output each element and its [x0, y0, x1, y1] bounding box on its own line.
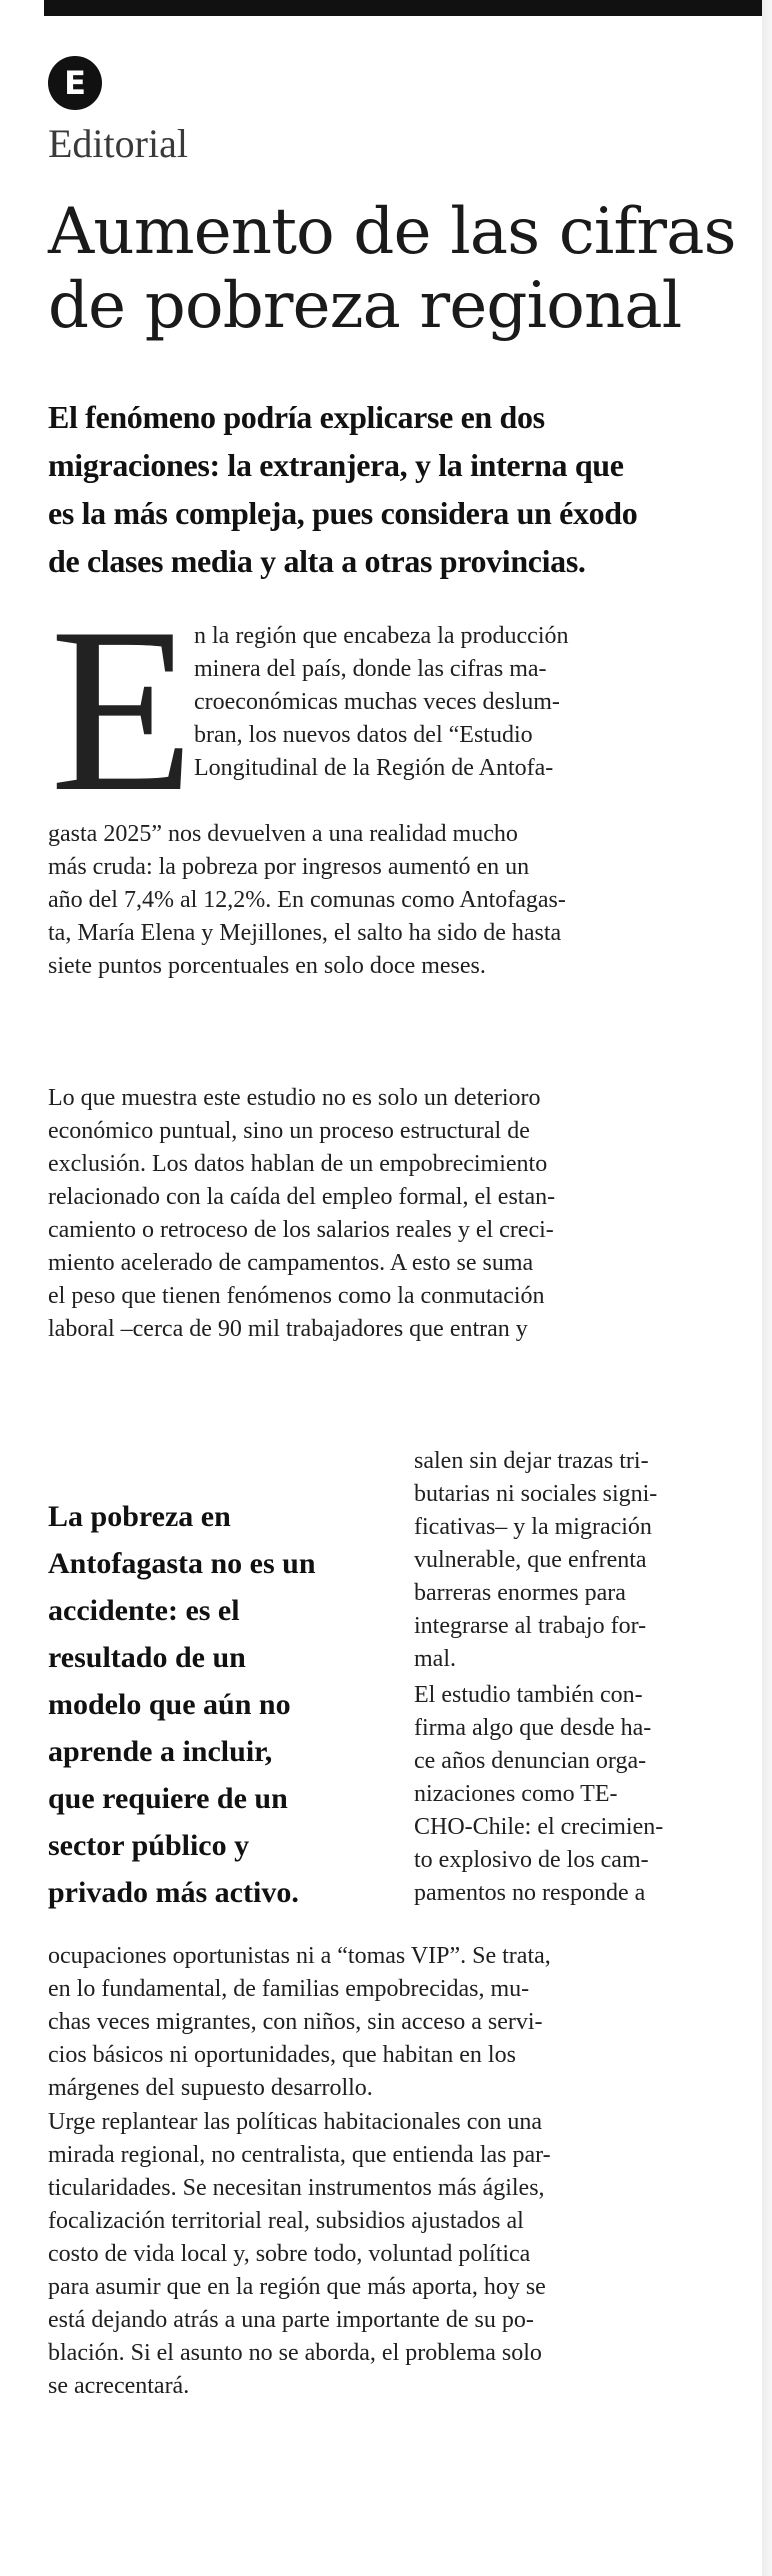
pull-quote-line: modelo que aún no — [48, 1688, 291, 1721]
body-line: integrarse al trabajo for- — [414, 1613, 647, 1639]
headline-line: de pobreza regional — [48, 269, 682, 343]
body-line: en lo fundamental, de familias empobrecidas, mu- — [48, 1976, 530, 2002]
page-edge — [762, 0, 772, 2576]
article-column-migration — [414, 1445, 744, 1676]
body-line: firma algo que desde ha- — [414, 1715, 652, 1741]
body-line: año del 7,4% al 12,2%. En comunas como Antofagas- — [48, 887, 566, 913]
body-line: mal. — [414, 1646, 456, 1672]
body-line: el peso que tienen fenómenos como la conmutación — [48, 1283, 545, 1309]
body-line: está dejando atrás a una parte importante de su po- — [48, 2307, 534, 2333]
top-rule — [44, 0, 772, 16]
article-paragraph-opening-continued — [48, 818, 744, 983]
body-line: gasta 2025” nos devuelven a una realidad mucho — [48, 821, 518, 847]
editorial-logo: E — [48, 56, 102, 110]
deck-line: migraciones: la extranjera, y la interna que — [48, 447, 624, 483]
body-line: n la región que encabeza la producción — [194, 623, 569, 649]
article-paragraph-study — [48, 1082, 744, 1346]
section-label: Editorial — [48, 121, 188, 166]
pull-quote-line: privado más activo. — [48, 1876, 299, 1909]
body-line: siete puntos porcentuales en solo doce meses. — [48, 953, 486, 979]
body-line: minera del país, donde las cifras ma- — [194, 656, 547, 682]
pull-quote-line: que requiere de un — [48, 1782, 288, 1815]
body-line: salen sin dejar trazas tri- — [414, 1448, 649, 1474]
body-line: cios básicos ni oportunidades, que habitan en los — [48, 2042, 516, 2068]
headline-line: Aumento de las cifras — [48, 195, 736, 269]
body-line: para asumir que en la región que más aporta, hoy se — [48, 2274, 546, 2300]
body-line: mirada regional, no centralista, que entienda las par- — [48, 2142, 551, 2168]
body-line: nizaciones como TE- — [414, 1781, 618, 1807]
body-line: ticularidades. Se necesitan instrumentos más ágiles, — [48, 2175, 545, 2201]
body-line: CHO-Chile: el crecimien- — [414, 1814, 664, 1840]
body-line: Urge replantear las políticas habitacionales con una — [48, 2109, 543, 2135]
pull-quote-line: aprende a incluir, — [48, 1735, 273, 1768]
deck-line: El fenómeno podría explicarse en dos — [48, 399, 545, 435]
pull-quote-line: accidente: es el — [48, 1594, 240, 1627]
pull-quote-line: La pobreza en — [48, 1500, 231, 1533]
body-line: ce años denuncian orga- — [414, 1748, 647, 1774]
body-line: costo de vida local y, sobre todo, voluntad política — [48, 2241, 531, 2267]
deck-line: de clases media y alta a otras provincias. — [48, 543, 586, 579]
body-line: focalización territorial real, subsidios ajustados al — [48, 2208, 524, 2234]
body-line: to explosivo de los cam- — [414, 1847, 649, 1873]
article-paragraph-opening — [194, 620, 744, 785]
body-line: exclusión. Los datos hablan de un empobrecimiento — [48, 1151, 548, 1177]
body-line: blación. Si el asunto no se aborda, el problema solo — [48, 2340, 542, 2366]
article-column-camps — [414, 1679, 744, 1910]
body-line: económico puntual, sino un proceso estructural de — [48, 1118, 530, 1144]
body-line: más cruda: la pobreza por ingresos aumentó en un — [48, 854, 530, 880]
body-line: relacionado con la caída del empleo formal, el estan- — [48, 1184, 556, 1210]
drop-cap: E — [50, 580, 195, 841]
body-line: camiento o retroceso de los salarios reales y el creci- — [48, 1217, 554, 1243]
body-line: El estudio también con- — [414, 1682, 643, 1708]
pull-quote — [48, 1493, 398, 1916]
body-line: márgenes del supuesto desarrollo. — [48, 2075, 373, 2101]
pull-quote-line: resultado de un — [48, 1641, 246, 1674]
deck-line: es la más compleja, pues considera un éxodo — [48, 495, 638, 531]
body-line: Lo que muestra este estudio no es solo un deterioro — [48, 1085, 541, 1111]
pull-quote-line: sector público y — [48, 1829, 250, 1862]
article-paragraph-policy — [48, 2106, 744, 2403]
body-line: se acrecentará. — [48, 2373, 190, 2399]
headline — [48, 195, 748, 343]
body-line: butarias ni sociales signi- — [414, 1481, 658, 1507]
body-line: ficativas– y la migración — [414, 1514, 652, 1540]
body-line: vulnerable, que enfrenta — [414, 1547, 647, 1573]
body-line: chas veces migrantes, con niños, sin acceso a servi- — [48, 2009, 543, 2035]
body-line: ta, María Elena y Mejillones, el salto ha sido de hasta — [48, 920, 562, 946]
pull-quote-line: Antofagasta no es un — [48, 1547, 316, 1580]
body-line: barreras enormes para — [414, 1580, 626, 1606]
body-line: miento acelerado de campamentos. A esto se suma — [48, 1250, 534, 1276]
body-line: laboral –cerca de 90 mil trabajadores que entran y — [48, 1316, 528, 1342]
deck — [48, 393, 748, 585]
body-line: croeconómicas muchas veces deslum- — [194, 689, 560, 715]
article-paragraph-camps-continued — [48, 1940, 744, 2105]
body-line: bran, los nuevos datos del “Estudio — [194, 722, 533, 748]
body-line: pamentos no responde a — [414, 1880, 646, 1906]
body-line: Longitudinal de la Región de Antofa- — [194, 755, 554, 781]
body-line: ocupaciones oportunistas ni a “tomas VIP”. Se trata, — [48, 1943, 551, 1969]
